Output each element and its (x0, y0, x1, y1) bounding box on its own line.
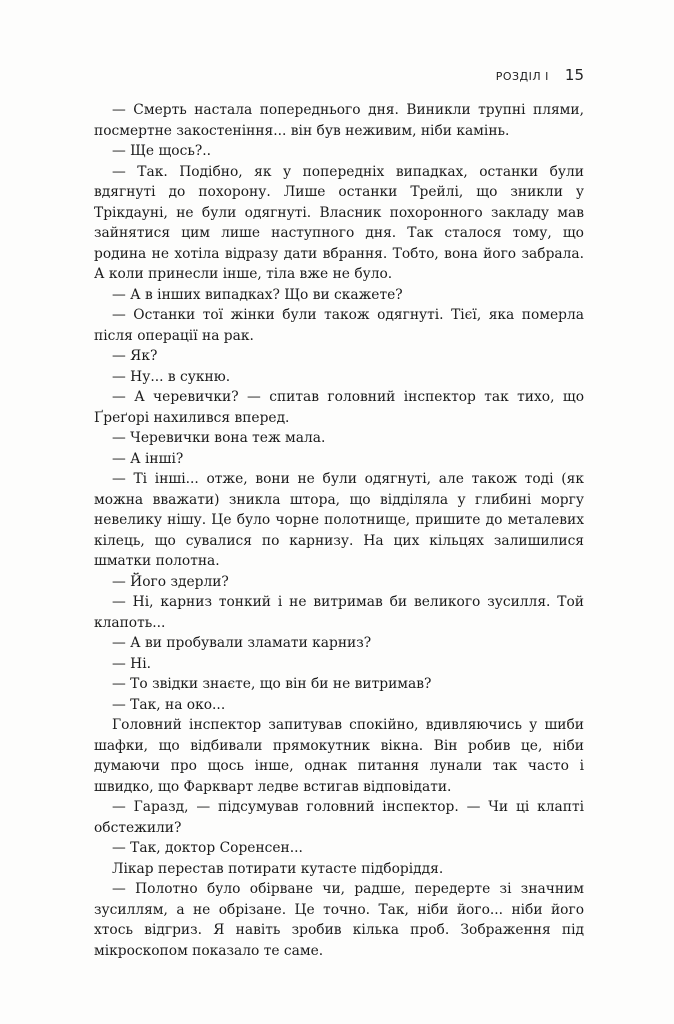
paragraph: — А черевички? — спитав головний інспектор так тихо, що Ґреґорі нахилився вперед. (94, 389, 584, 426)
paragraph: — Ні. (112, 655, 152, 672)
paragraph: — То звідки знаєте, що він би не витримав? (112, 676, 432, 692)
paragraph: — Ще щось?.. (112, 143, 212, 159)
paragraph: — Ті інші... отже, вони не були одягнуті, але також тоді (як можна вважати) зникла штора, що відділяла у глибині моргу невелику нішу. Це було чорне полотнище, пришите до металевих кілець, що сувалися по карнизу. На цих кільцях залишилися шматки полотна. (94, 471, 584, 569)
running-head (496, 66, 584, 84)
paragraph: — Ну... в сукню. (112, 368, 231, 385)
paragraph: — Ні, карниз тонкий і не витримав би великого зусилля. Той клапоть... (94, 594, 584, 631)
body-text (94, 100, 584, 961)
paragraph: — Так, доктор Соренсен... (112, 840, 303, 856)
paragraph: Лікар перестав потирати кутасте підборіддя. (112, 860, 444, 877)
paragraph: — Так, на око... (112, 696, 226, 713)
paragraph: — Так. Подібно, як у попередніх випадках, останки були вдягнуті до похорону. Лише останки Трейлі, що зникли у Трікдауні, не були одягнуті. Власник похоронного закладу мав зайнятися цим лише наступного дня. Так сталося тому, що родина не хотіла відразу дати вбрання. Тобто, вона його забрала. А коли принесли інше, тіла вже не було. (94, 163, 584, 282)
chapter-title: РОЗДІЛ І (495, 70, 549, 83)
paragraph: — А в інших випадках? Що ви скажете? (112, 286, 403, 303)
paragraph: — Останки тої жінки були також одягнуті. Тієї, яка померла після операції на рак. (94, 307, 584, 344)
paragraph: — Гаразд, — підсумував головний інспектор. — Чи ці клапті обстежили? (94, 799, 584, 836)
paragraph: — Як? (112, 348, 158, 364)
paragraph: — Смерть настала попереднього дня. Виникли трупні плями, посмертне закостеніння... він був неживим, ніби камінь. (94, 102, 584, 139)
paragraph: — Полотно було обірване чи, радше, передерте зі значним зусиллям, а не обрізане. Це точно. Так, ніби його... ніби його хтось відгриз. Я навіть зробив кілька проб. Зображення під мікроскопом показало те саме. (94, 881, 584, 959)
paragraph: — Його здерли? (112, 573, 229, 590)
paragraph: Головний інспектор запитував спокійно, вдивляючись у шиби шафки, що відбивали прямокутник вікна. Він робив це, ніби думаючи про щось інше, однак питання лунали так часто і швидко, що Фаркварт ледве встигав відповідати. (94, 717, 584, 795)
page-number: 15 (564, 66, 584, 84)
paragraph: — А інші? (112, 450, 184, 467)
paragraph: — А ви пробували зламати карниз? (112, 635, 372, 651)
paragraph: — Черевички вона теж мала. (112, 430, 326, 446)
